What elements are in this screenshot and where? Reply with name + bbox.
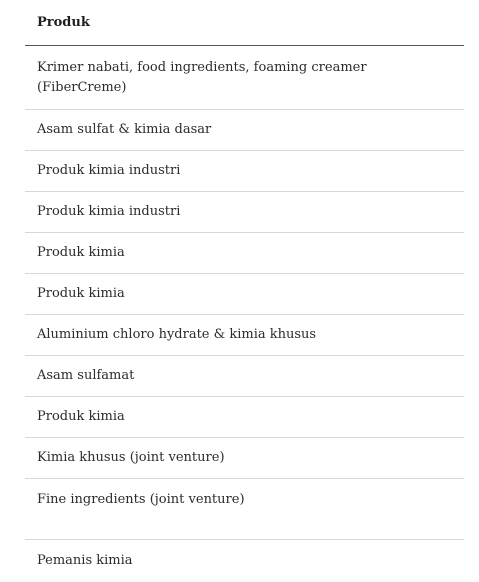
column-header-produk: Produk xyxy=(25,0,464,46)
table-row xyxy=(25,479,464,540)
table-cell: Produk kimia xyxy=(37,409,125,424)
table-cell: Produk kimia xyxy=(37,286,125,301)
table-cell: Produk kimia xyxy=(37,245,125,260)
table-row xyxy=(25,274,464,315)
table-row xyxy=(25,46,464,110)
table-cell: Pemanis kimia xyxy=(37,553,133,568)
table-row xyxy=(25,540,464,582)
table-row xyxy=(25,438,464,479)
table-cell: Fine ingredients (joint venture) xyxy=(37,492,245,507)
table-cell: Produk kimia industri xyxy=(37,163,181,178)
table-cell: Asam sulfat & kimia dasar xyxy=(37,122,212,137)
table-row xyxy=(25,151,464,192)
table-cell: Aluminium chloro hydrate & kimia khusus xyxy=(37,327,317,342)
table-row xyxy=(25,315,464,356)
table-cell: Kimia khusus (joint venture) xyxy=(37,450,225,465)
table-row xyxy=(25,192,464,233)
table-row xyxy=(25,397,464,438)
table-cell: Krimer nabati, food ingredients, foaming creamer (FiberCreme) xyxy=(37,59,367,95)
table-cell: Produk kimia industri xyxy=(37,204,181,219)
products-table xyxy=(25,0,464,582)
table-row xyxy=(25,233,464,274)
table-row xyxy=(25,110,464,151)
table-cell: Asam sulfamat xyxy=(37,368,135,383)
table-row xyxy=(25,356,464,397)
